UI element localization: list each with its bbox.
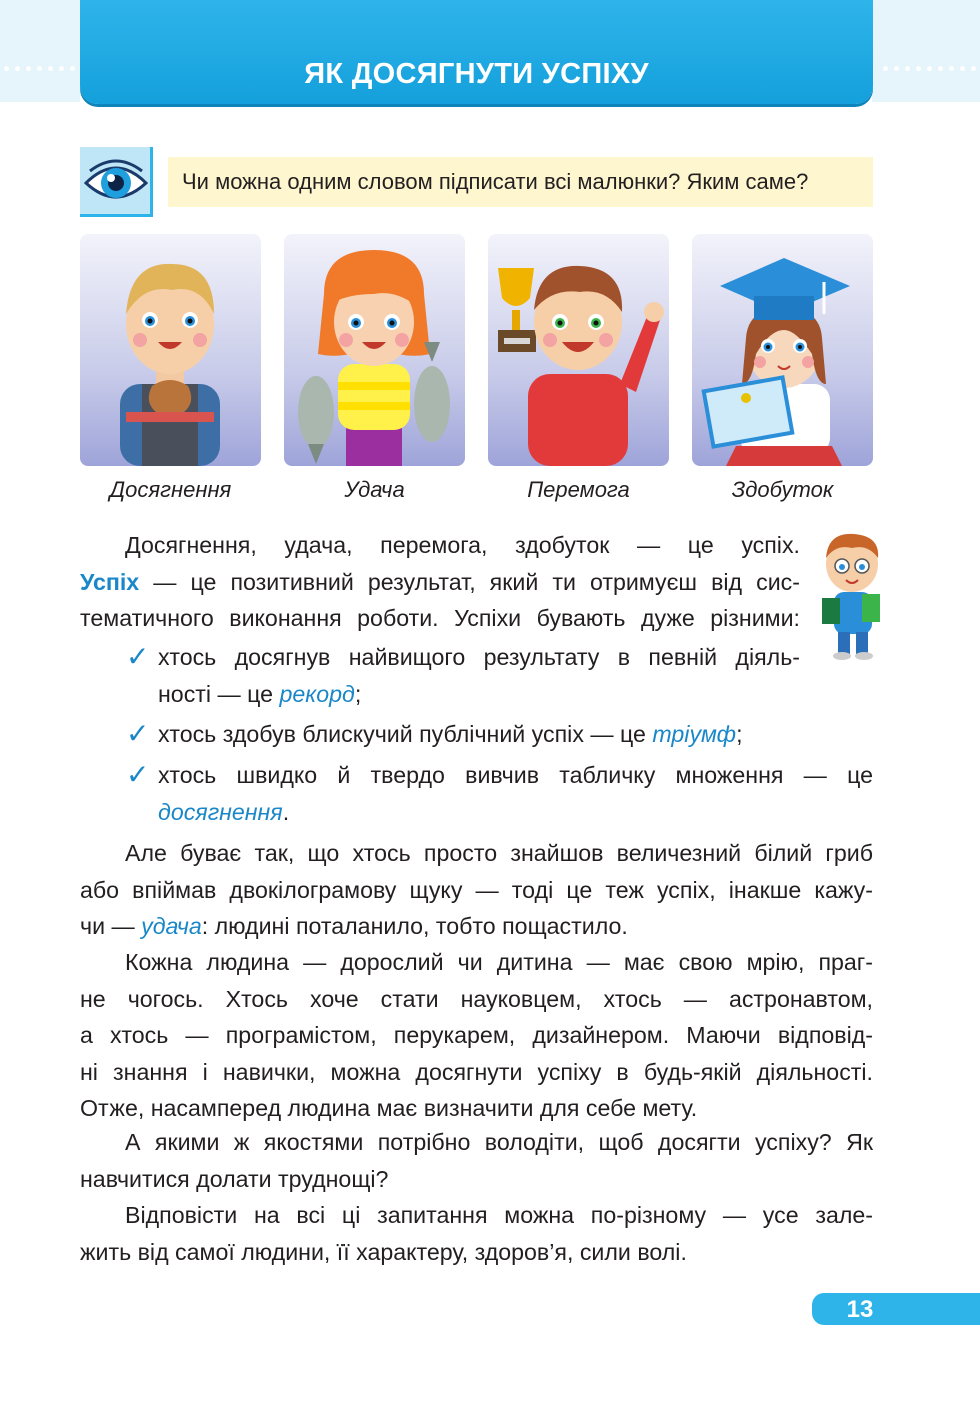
- caption-achievement: Досягнення: [109, 477, 232, 502]
- boy-with-trophy-illustration: [488, 234, 669, 466]
- p1-line-3: тематичного виконання роботи. Успіхи бувають дуже різними:: [80, 605, 800, 631]
- checkmark-icon: ✓: [126, 641, 150, 672]
- checkmark-icon: ✓: [126, 759, 150, 790]
- graduate-girl-illustration: [692, 234, 873, 466]
- p2-line-3: [80, 908, 873, 945]
- p3-line-4: ні знання і навички, можна досягнути успіху в будь-якій діяльності.: [80, 1058, 873, 1085]
- picture-gain: [692, 234, 873, 466]
- p1-line-2: [80, 564, 800, 601]
- eye-icon-box: [80, 147, 153, 217]
- p5-line-1: Відповісти на всі ці запитання можна по-різному — усе зале-: [125, 1202, 873, 1228]
- term-luck: удача: [141, 913, 202, 939]
- bullet-record-line-1: хтось досягнув найвищого результату в певній діяль-: [158, 644, 800, 670]
- picture-luck: [284, 234, 465, 466]
- term-triumph: тріумф: [652, 721, 737, 747]
- term-success: Успіх: [80, 568, 140, 595]
- p2-line-3-post: : людині поталанило, тобто пощастило.: [201, 913, 628, 939]
- p2-line-1: Але буває так, що хтось просто знайшов величезний білий гриб: [125, 840, 873, 866]
- term-achievement: досягнення: [158, 798, 283, 825]
- term-record: рекорд: [279, 680, 355, 707]
- boy-with-pot-illustration: [80, 234, 261, 466]
- header-bar: [80, 0, 873, 104]
- p2-line-3-pre: чи —: [80, 913, 142, 939]
- p1-line-1: Досягнення, удача, перемога, здобуток — це успіх.: [125, 532, 800, 558]
- picture-achievement: [80, 234, 261, 466]
- page-number-tab: [812, 1293, 980, 1325]
- bullet-triumph-text: хтось здобув блискучий публічний успіх — це: [158, 721, 653, 747]
- decorative-dots-right: [883, 66, 976, 72]
- page-number: 13: [846, 1296, 874, 1323]
- page-title: ЯК ДОСЯГНУТИ УСПІХУ: [304, 58, 649, 90]
- observe-question: Чи можна одним словом підписати всі малюнки? Яким саме?: [168, 157, 873, 207]
- paragraph-3: [80, 944, 873, 1127]
- bullet-achievement: [158, 757, 873, 830]
- bullet-record-text: ності — це: [158, 680, 280, 707]
- p3-line-1: Кожна людина — дорослий чи дитина — має свою мрію, праг-: [125, 949, 873, 975]
- caption-victory: Перемога: [527, 477, 630, 502]
- picture-victory: [488, 234, 669, 466]
- bullet-record: [158, 639, 800, 712]
- p2-line-2: або впіймав двокілограмову щуку — тоді це теж успіх, інакше кажу-: [80, 876, 873, 903]
- decorative-dots-left: [4, 66, 86, 72]
- p3-line-2: не чогось. Хтось хоче стати науковцем, хтось — астронавтом,: [80, 985, 873, 1012]
- bullet-triumph-end: ;: [736, 721, 743, 747]
- checkmark-icon: ✓: [126, 718, 150, 749]
- p4-line-1: А якими ж якостями потрібно володіти, щоб досягти успіху? Як: [125, 1129, 873, 1155]
- paragraph-5: [80, 1197, 873, 1270]
- bullet-triumph: [158, 716, 873, 753]
- girl-with-fish-illustration: [284, 234, 465, 466]
- bullet-record-line-2: [158, 676, 800, 713]
- boy-with-books-illustration: [812, 528, 892, 660]
- header-band-left: [0, 0, 80, 102]
- paragraph-2: [80, 835, 873, 945]
- caption-gain: Здобуток: [731, 477, 834, 502]
- p4-line-2: навчитися долати труднощі?: [80, 1165, 389, 1192]
- paragraph-1: [80, 527, 800, 637]
- bullet-achievement-line-2: [158, 794, 873, 831]
- p3-line-5: Отже, насамперед людина має визначити для себе мету.: [80, 1095, 698, 1121]
- p3-line-3: а хтось — програмістом, перукарем, дизайнером. Маючи відповід-: [80, 1022, 873, 1048]
- p5-line-2: жить від самої людини, її характеру, здоров’я, сили волі.: [80, 1238, 687, 1265]
- bullet-achievement-line-1: хтось швидко й твердо вивчив табличку множення — це: [158, 762, 873, 788]
- p1-line-2-text: — це позитивний результат, який ти отримуєш від сис-: [139, 568, 800, 595]
- header-band-right: [872, 0, 980, 102]
- eye-icon: [84, 157, 148, 207]
- bullet-record-end: ;: [354, 680, 362, 707]
- caption-luck: Удача: [344, 477, 405, 502]
- bullet-achievement-end: .: [282, 798, 290, 825]
- paragraph-4: [80, 1124, 873, 1197]
